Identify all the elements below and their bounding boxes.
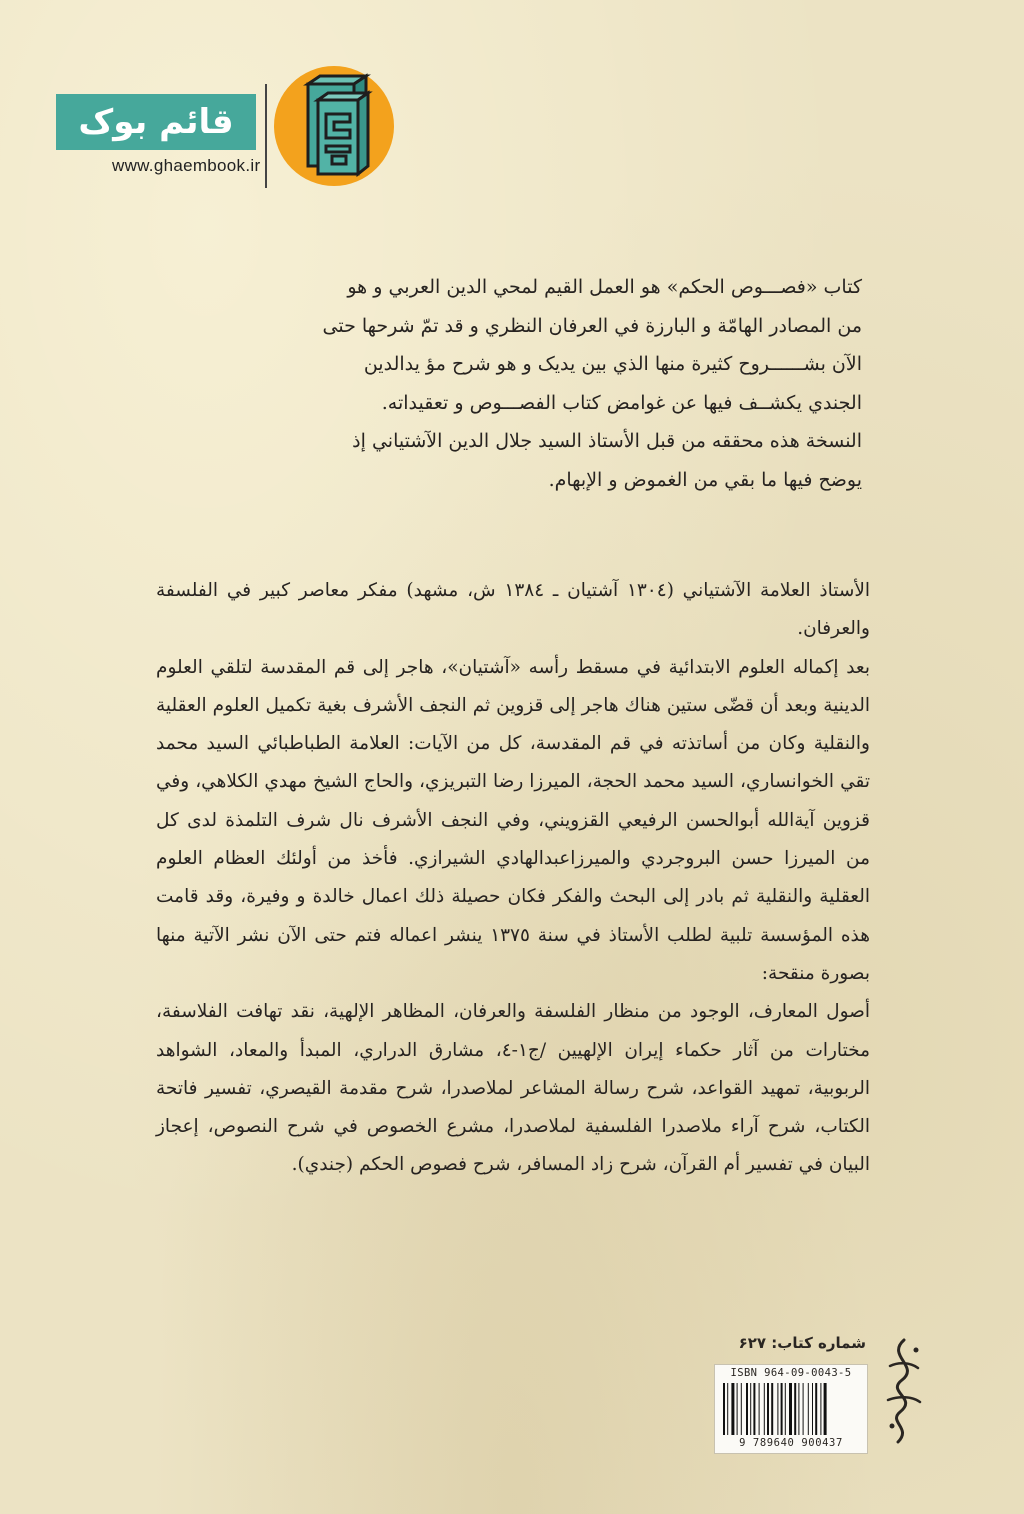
barcode-icon [723, 1383, 859, 1435]
logo-divider [265, 84, 267, 188]
book-number: شماره کتاب: ۶۲۷ [738, 1334, 866, 1352]
author-bio-block [156, 572, 870, 1185]
logo-url: www.ghaembook.ir [112, 156, 261, 175]
bio-paragraph: الأستاذ العلامة الآشتياني (١٣٠٤ آشتيان ـ ١٣٨٤ ش، مشهد) مفكر معاصر كبير في الفلسفة والعرفان. [156, 580, 871, 640]
intro-line: النسخة هذه محققه من قبل الأستاذ السيد جلال الدين الآشتياني إذ [352, 430, 862, 453]
intro-line: الجندي يكشــف فيها عن غوامض كتاب الفصـــوص و تعقيداته. [381, 391, 862, 414]
publisher-calligraphy-logo [876, 1336, 932, 1446]
intro-line: من المصادر الهامّة و البارزة في العرفان النظري و قد تمّ شرحها حتى [322, 314, 862, 337]
isbn-barcode [714, 1364, 868, 1454]
bio-paragraph: بعد إكماله العلوم الابتدائية في مسقط رأسه «آشتيان»، هاجر إلى قم المقدسة لتلقي العلوم الدينية وبعد أن قضّى ستين هناك هاجر إلى قزوين ثم النجف الأشرف بغية تكميل العلوم العقلية والنقلية وكان من أساتذته في قم المقدسة، كل من الآيات: العلامة الطباطبائي السيد محمد تقي الخوانساري، السيد محمد الحجة، الميرزا رضا التبريزي، والحاج الشيخ مهدي الكلاهي، وفي قزوين آية‌الله أبوالحسن الرفيعي القزويني، وفي النجف الأشرف نال شرف التلمذة لدى كل من الميرزا حسن البروجردي والميرزاعبدالهادي الشيرازي. فأخذ من أولئك العظام العلوم العقلية والنقلية ثم بادر إلى البحث والفكر فكان حصيلة ذلك اعمال خالدة و وفيرة، وقد قامت هذه المؤسسة تلبية لطلب الأستاذ في سنة ١٣٧٥ ينشر اعماله فتم حتى الآن نشر الآتية منها بصورة منقحة: [156, 656, 870, 984]
isbn-label: ISBN 964-09-0043-5 [730, 1367, 852, 1379]
book-stack-icon [274, 66, 394, 186]
intro-line: يوضح فيها ما بقي من الغموض و الإبهام. [548, 468, 862, 491]
intro-line: كتاب «فصـــوص الحكم» هو العمل القيم لمحي الدين العربي و هو [347, 276, 862, 298]
logo-title: قائم بوک [56, 94, 256, 150]
bio-paragraph: أصول المعارف، الوجود من منظار الفلسفة والعرفان، المظاهر الإلهية، نقد تهافت الفلاسفة، مختارات من آثار حكماء إيران الإلهيين /ج١-٤، مشارق الدراري، المبدأ والمعاد، الشواهد الربوبية، تمهيد القواعد، شرح رسالة المشاعر لملاصدرا، شرح مقدمة القيصري، تفسير فاتحة الكتاب، شرح آراء ملاصدرا الفلسفية لملاصدرا، مشرع الخصوص في شرح النصوص، إعجاز البيان في تفسير أم القرآن، شرح زاد المسافر، شرح فصوص الحكم (جندي). [156, 1001, 870, 1176]
intro-text-block [150, 268, 862, 500]
intro-line: الآن بشــــــروح كثيرة منها الذي بين يديک و هو شرح مؤ يدالدين [363, 353, 862, 376]
publisher-brand-logo [56, 66, 376, 196]
isbn-digits: 9 789640 900437 [739, 1437, 843, 1449]
